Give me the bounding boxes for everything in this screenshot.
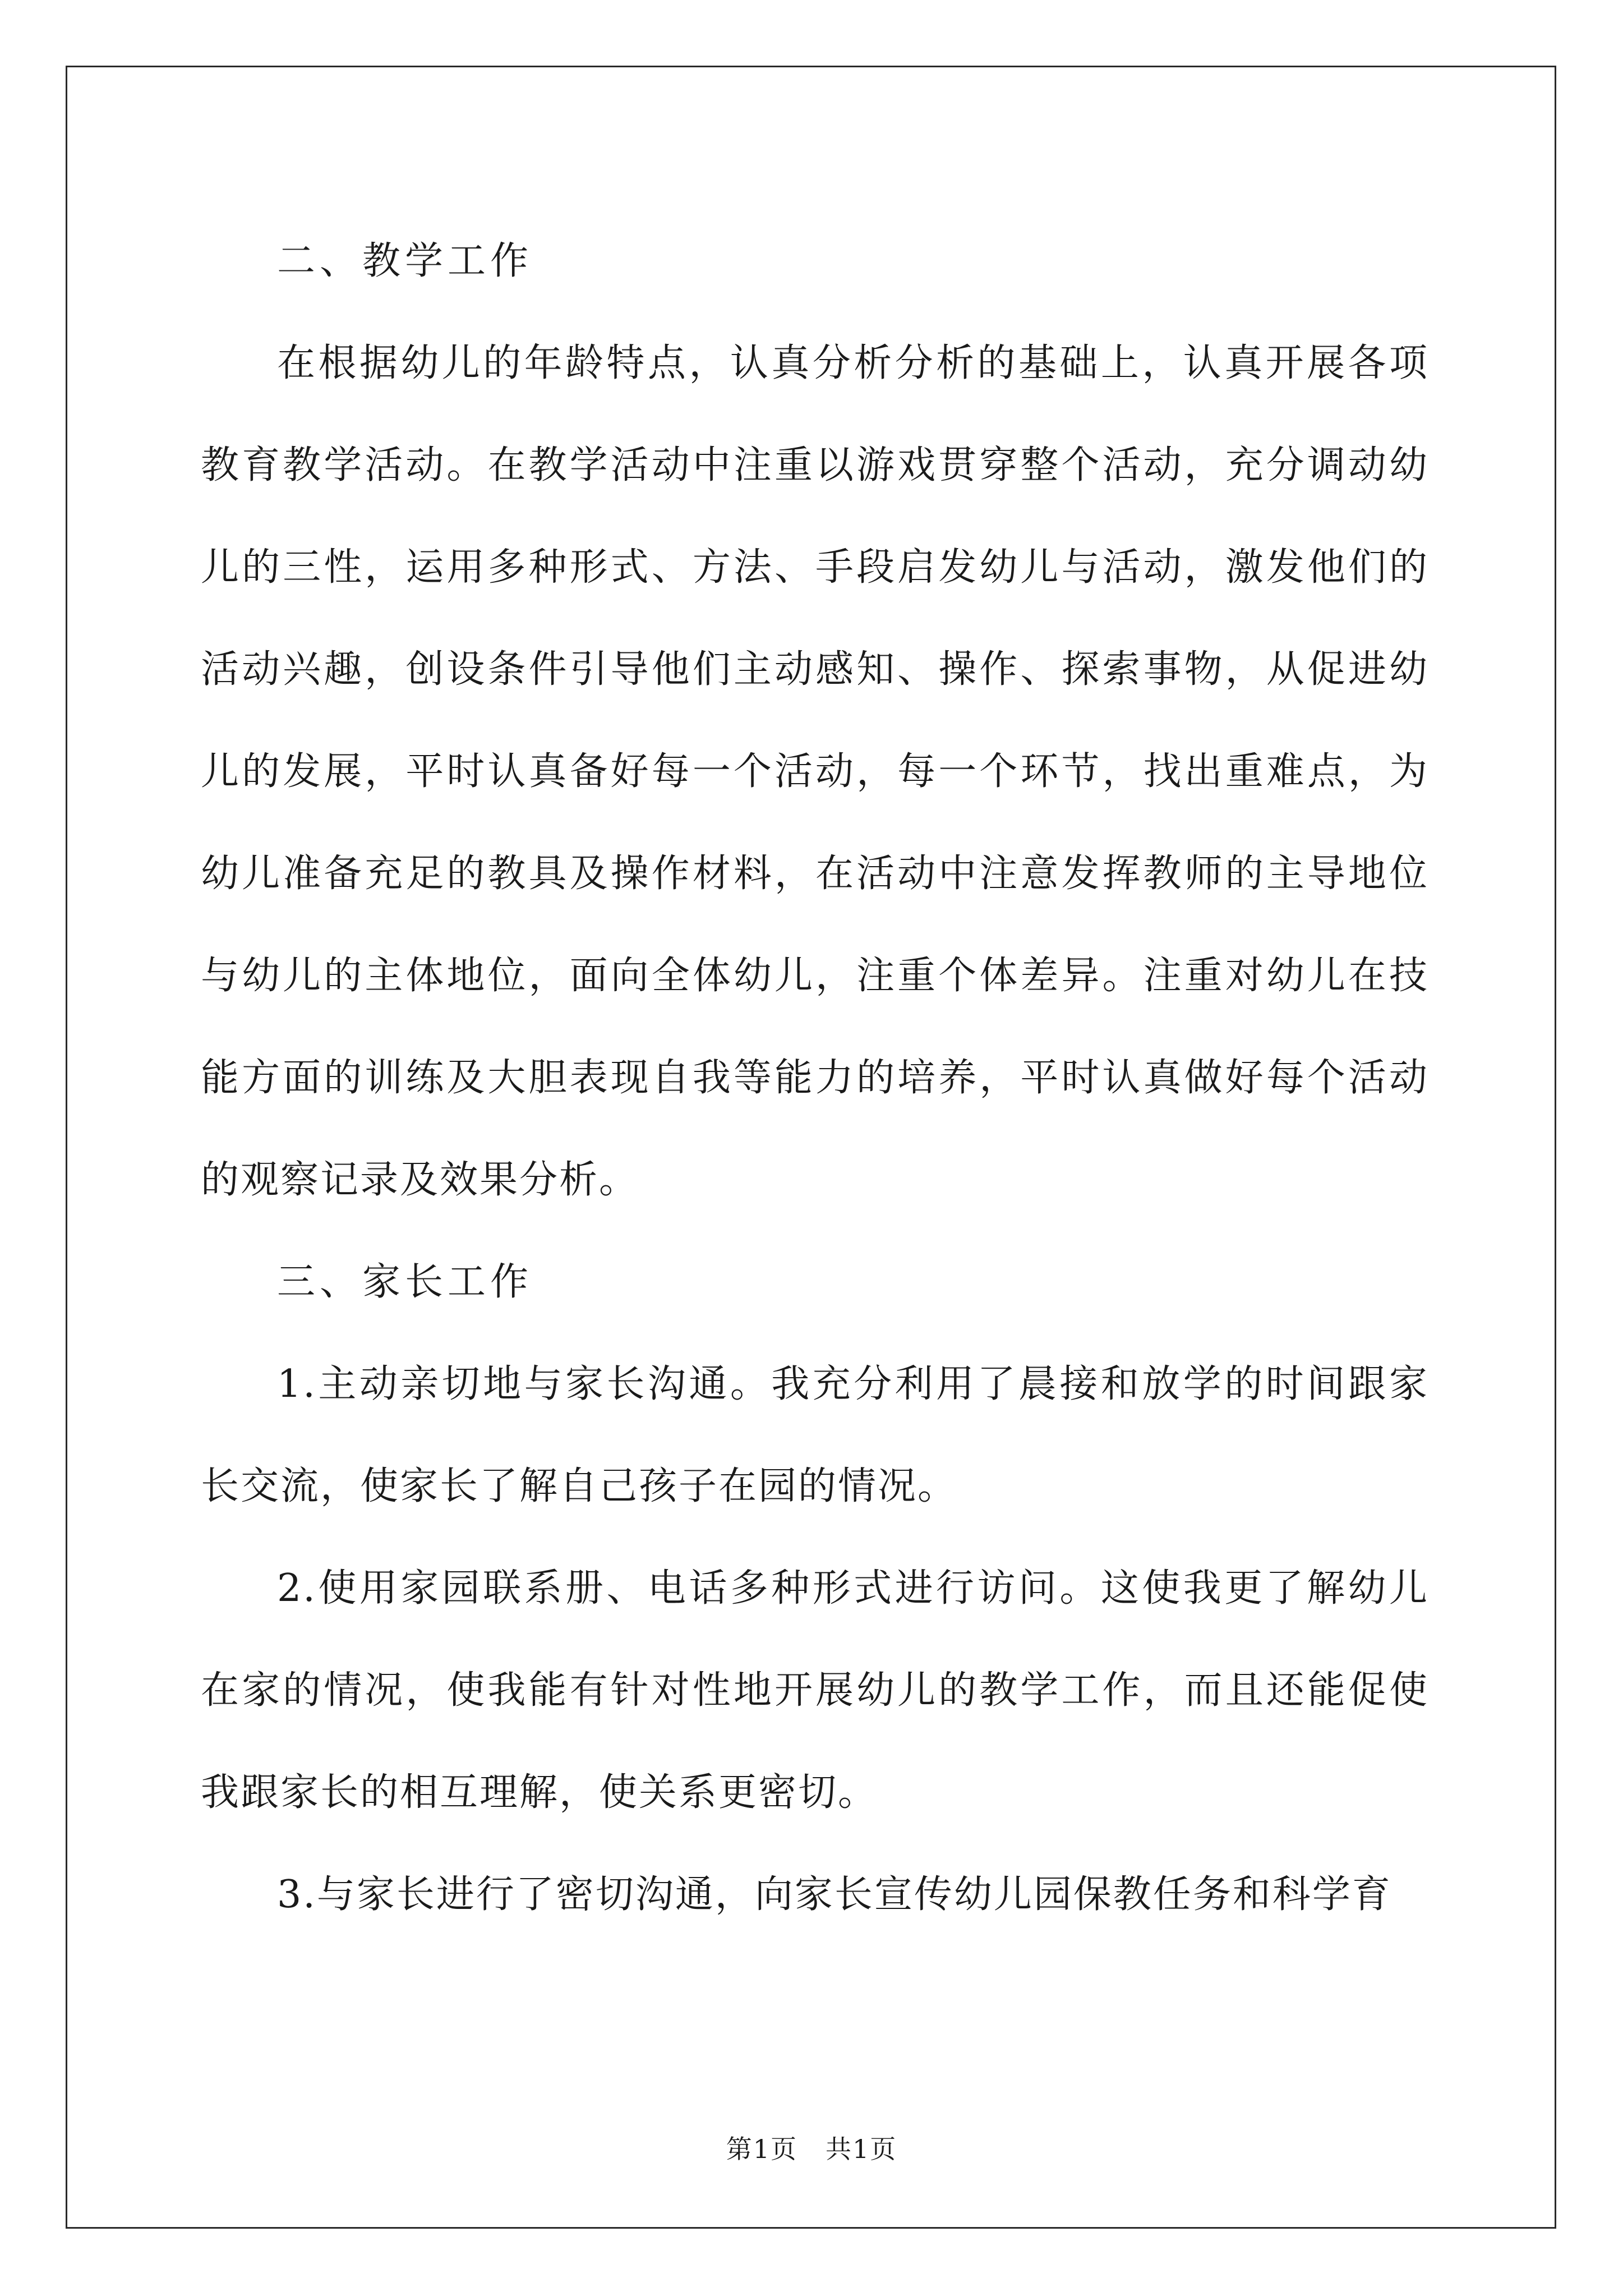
page-total: 共1页 [825,2134,897,2164]
section-heading-teaching: 二、教学工作 [277,239,533,283]
paragraph-parents-3: 3.与家长进行了密切沟通，向家长宣传幼儿园保教任务和科学育 [277,1872,1392,1917]
footer-spacer [797,2134,826,2164]
paragraph-parents-1: 1.主动亲切地与家长沟通。我充分利用了晨接和放学的时间跟家长交流，使家长了解自己孩子在园的情况。 [201,1362,1429,1508]
paragraph-parents-2: 2.使用家园联系册、电话多种形式进行访问。这使我更了解幼儿在家的情况，使我能有针对性地开展幼儿的教学工作，而且还能促使我跟家长的相互理解，使关系更密切。 [201,1566,1429,1815]
paragraph-teaching: 在根据幼儿的年龄特点，认真分析分析的基础上，认真开展各项教育教学活动。在教学活动中注重以游戏贯穿整个活动，充分调动幼儿的三性，运用多种形式、方法、手段启发幼儿与活动，激发他们的活动兴趣，创设条件引导他们主动感知、操作、探索事物，从促进幼儿的发展，平时认真备好每一个活动，每一个环节，找出重难点，为幼儿准备充足的教具及操作材料，在活动中注意发挥教师的主导地位与幼儿的主体地位，面向全体幼儿，注重个体差异。注重对幼儿在技能方面的训练及大胆表现自我等能力的培养，平时认真做好每个活动的观察记录及效果分析。 [201,341,1429,1202]
page-number: 第1页 [726,2134,798,2164]
section-heading-parents: 三、家长工作 [277,1260,533,1304]
page-footer [0,2129,1623,2166]
document-body [201,210,1429,1946]
